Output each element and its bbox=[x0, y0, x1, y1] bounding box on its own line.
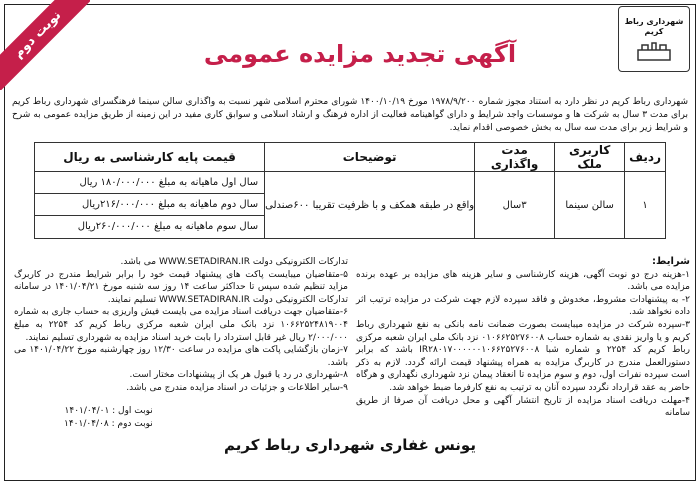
conditions-left-column bbox=[14, 256, 348, 395]
header-price: قیمت پایه کارشناسی به ریال bbox=[35, 143, 265, 172]
conditions-title: شرایط: bbox=[652, 256, 690, 267]
cell-usage: سالن سینما bbox=[555, 172, 625, 239]
condition-item: ۱-هزینه درج دو نوبت آگهی، هزینه کارشناسی و سایر هزینه های مزایده بر عهده برنده مزایده می باشد. bbox=[356, 269, 690, 293]
header-description: توضیحات bbox=[265, 143, 475, 172]
first-publication-date: نوبت اول : ۱۴۰۱/۰۴/۰۱ bbox=[64, 406, 153, 416]
second-publication-date: نوبت دوم : ۱۴۰۱/۰۴/۰۸ bbox=[64, 419, 153, 429]
condition-item: ۵-متقاضیان میبایست پاکت های پیشنهاد قیمت خود را برابر شرایط مندرج در کاربرگ مزاید تنظیم شده سپس تا حداکثر ساعت ۱۴ روز سه شنبه مورخ ۱۴۰۱/۰۴/۲۱ در سامانه تدارکات الکترونیکی دولت WWW.SETADIRAN.IR تسلیم نمایند. bbox=[14, 269, 348, 305]
table-header-row bbox=[35, 143, 666, 172]
page-title: آگهی تجدید مزایده عمومی bbox=[203, 40, 517, 68]
header-index: ردیف bbox=[625, 143, 666, 172]
cell-prices bbox=[35, 172, 265, 239]
condition-item: ۴-مهلت دریافت اسناد مزایده از تاریخ انتشار آگهی و محل دریافت آن صرفا از طریق سامانه bbox=[356, 395, 690, 419]
signature: یونس غفاری شهرداری رباط کریم bbox=[224, 436, 476, 454]
intro-paragraph: شهرداری رباط کریم در نظر دارد به استناد مجوز شماره ۱۹۷۸/۹/۲۰۰ مورخ ۱۴۰۰/۱۰/۱۹ شورای محترم اسلامی شهر نسبت به واگذاری سالن سینما فرهنگسرای شهرداری رباط کریم برای مدت ۳ سال به شرکت ها و موسسات واجد شرایط و دارای گواهینامه فعالیت از اداره فرهنگ و ارشاد اسلامی و سوابق کاری مفید در این زمینه از طریق مزایده عمومی به شرح و شرایط زیر برای مدت سه سال به بخش خصوصی اقدام نماید. bbox=[12, 97, 688, 133]
badge-label: نوبت دوم bbox=[0, 0, 90, 90]
condition-item: ۲- به پیشنهادات مشروط، مخدوش و فاقد سپرده لازم جهت شرکت در مزایده ترتیب اثر داده نخواهد شد. bbox=[356, 294, 690, 318]
price-year-1: سال اول ماهیانه به مبلغ ۱۸۰/۰۰۰/۰۰۰ ریال bbox=[35, 172, 264, 194]
condition-item: ۶-متقاضیان جهت دریافت اسناد مزایده می بایست فیش واریزی به حساب جاری به شماره ۱۰۶۶۲۵۲۴۸۱۹۰۰۴ نزد بانک ملی ایران شعبه مرکزی رباط کریم کد ۲۲۵۴ به مبلغ ۲/۰۰۰/۰۰۰ ریال غیر قابل استرداد را بابت خرید اسناد مزایده به شهرداری تسلیم نمایند. bbox=[14, 307, 348, 343]
condition-item: تدارکات الکترونیکی دولت WWW.SETADIRAN.IR می باشد. bbox=[120, 257, 348, 267]
price-year-3: سال سوم ماهیانه به مبلغ ۲۶۰/۰۰۰/۰۰۰ریال bbox=[77, 221, 259, 232]
logo-name: شهرداری رباط کریم bbox=[624, 16, 684, 36]
table-row bbox=[35, 172, 666, 239]
header-usage: کاربری ملک bbox=[555, 143, 625, 172]
condition-item: ۷-زمان بازگشایی پاکت های مزایده در ساعت ۱۲/۳۰ روز چهارشنبه مورخ ۱۴۰۱/۰۴/۲۲ می باشد. bbox=[14, 345, 348, 368]
condition-item: ۳-سپرده شرکت در مزایده میبایست بصورت ضمانت نامه بانکی به نفع شهرداری رباط کریم و یا واریز نقدی به شماره حساب ۰۱۰۶۶۲۵۲۷۶۰۰۸ نزد بانک ملی ایران شعبه مرکزی رباط کریم کد ۲۲۵۴ و شماره شبا IR۲۸۰۱۷۰۰۰۰۰۰۱۰۶۶۲۵۲۷۶۰۰۸ باشد که برابر دستورالعمل مندرج در کاربرگ مزایده به همراه پیشنهاد قیمت ارائه گردد. لازم به ذکر است سپرده نفرات اول، دوم و سوم مزایده تا انعقاد پیمان نزد شهرداری نگهداری و هرگاه حاضر به عقد قرارداد نگردد سپرده آنان به ترتیب به نفع کارفرما ضبط خواهد شد. bbox=[356, 319, 690, 393]
publication-dates bbox=[64, 405, 153, 431]
cell-duration: ۳سال bbox=[475, 172, 555, 239]
conditions-right-column bbox=[356, 256, 690, 420]
corner-badge bbox=[0, 0, 90, 90]
condition-item: ۹-سایر اطلاعات و جزئیات در اسناد مزایده مندرج می باشد. bbox=[126, 382, 348, 393]
emblem-icon bbox=[634, 40, 674, 62]
header-duration: مدت واگذاری bbox=[475, 143, 555, 172]
cell-index: ۱ bbox=[625, 172, 666, 239]
cell-description: واقع در طبقه همکف و با ظرفیت تقریبا ۶۰۰صندلی bbox=[265, 172, 475, 239]
condition-item: ۸-شهرداری در رد یا قبول هر یک از پیشنهادات مختار است. bbox=[129, 370, 348, 381]
price-year-2: سال دوم ماهیانه به مبلغ ۲۱۶/۰۰۰/۰۰۰ریال bbox=[35, 194, 264, 216]
municipality-logo bbox=[618, 6, 690, 72]
auction-table bbox=[34, 142, 666, 239]
